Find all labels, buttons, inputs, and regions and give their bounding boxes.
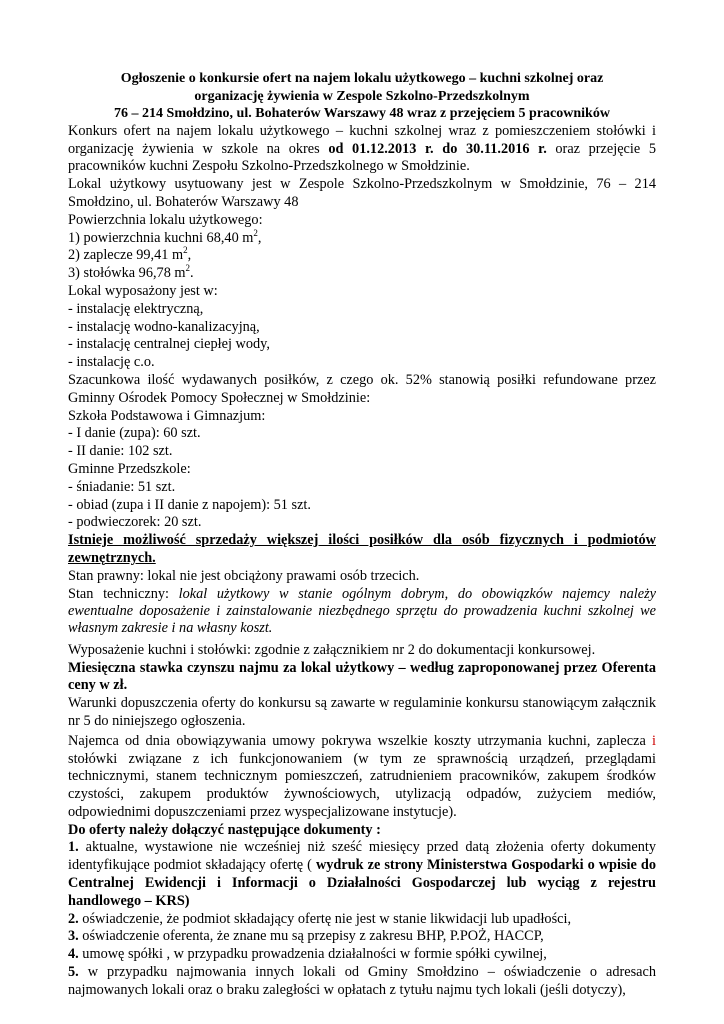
area-item: 3) stołówka 96,78 $m^2$.	[68, 263, 194, 282]
equipment-item: - instalację elektryczną,	[68, 300, 204, 317]
document-page	[68, 70, 656, 1000]
preschool-meal-item: - obiad (zupa i II danie z napojem): 51 szt.	[68, 496, 311, 513]
sales-possibility: Istnieje możliwość sprzedaży większej ilości posiłków dla osób fizycznych i podmiotów zewnętrznych.	[68, 532, 656, 566]
document-item-1: 1. aktualne, wystawione nie wcześniej niż sześć miesięcy przed datą złożenia oferty dokumenty identyfikujące podmiot składający ofertę ( wydruk ze strony Ministerstwa Gospodarki o wpisie do Centralnej Ewidencji i Informacji o Działalności Gospodarczej lub wyciąg z rejestru handlowego – KRS)	[68, 839, 656, 909]
area-heading: Powierzchnia lokalu użytkowego:	[68, 211, 263, 228]
location-paragraph: Lokal użytkowy usytuowany jest w Zespole Szkolno-Przedszkolnym w Smołdzinie, 76 – 214 Smołdzino, ul. Bohaterów Warszawy 48	[68, 176, 656, 210]
lease-dates: od 01.12.2013 r. do 30.11.2016 r.	[328, 140, 547, 157]
legal-status: Stan prawny: lokal nie jest obciążony prawami osób trzecich.	[68, 567, 420, 584]
document-item-4: 4. umowę spółki , w przypadku prowadzenia działalności w formie spółki cywilnej,	[68, 946, 547, 963]
intro-paragraph: Konkurs ofert na najem lokalu użytkowego – kuchni szkolnej wraz z pomieszczeniem stołówki i organizację żywienia w szkole na okres od 01.12.2013 r. do 30.11.2016 r. oraz przejęcie 5 pracowników kuchni Zespołu Szkolno-Przedszkolnego w Smołdzinie.	[68, 122, 657, 175]
announcement-title	[68, 70, 656, 123]
conditions-paragraph: Warunki dopuszczenia oferty do konkursu są zawarte w regulaminie konkursu stanowiącym załącznik nr 5 do niniejszego ogłoszenia.	[68, 695, 656, 729]
school-meal-item: - II danie: 102 szt.	[68, 443, 173, 460]
technical-status: Stan techniczny: lokal użytkowy w stanie ogólnym dobrym, do obowiązków najemcy należy ewentualne doposażenie i zainstalowanie niezbędnego sprzętu do prowadzenia kuchni szkolnej we własnym zakresie i na własny koszt.	[68, 585, 656, 637]
document-item-3: 3. oświadczenie oferenta, że znane mu są przepisy z zakresu BHP, P.POŻ, HACCP,	[68, 928, 544, 945]
kitchen-equipment: Wyposażenie kuchni i stołówki: zgodnie z załącznikiem nr 2 do dokumentacji konkursowej.	[68, 641, 596, 658]
equipment-item: - instalację wodno-kanalizacyjną,	[68, 318, 260, 335]
preschool-meal-item: - śniadanie: 51 szt.	[68, 478, 176, 495]
costs-paragraph: Najemca od dnia obowiązywania umowy pokrywa wszelkie koszty utrzymania kuchni, zaplecza i stołówki związane z ich funkcjonowaniem (w tym ze sprawnością urządzeń, przeglądami technicznymi, stanem technicznym pomieszczeń, zatrudnieniem pracowników, zakupem środków czystości, zakupem produktów żywnościowych, utylizacją odpadów, zużyciem mediów, odpowiednimi dopuszczeniami przez wyspecjalizowane instytucje).	[68, 732, 656, 820]
equipment-item: - instalację centralnej ciepłej wody,	[68, 336, 270, 353]
documents-heading: Do oferty należy dołączyć następujące dokumenty :	[68, 821, 381, 838]
preschool-meal-item: - podwieczorek: 20 szt.	[68, 514, 202, 531]
meals-intro: Szacunkowa ilość wydawanych posiłków, z czego ok. 52% stanowią posiłki refundowane przez Gminny Ośrodek Pomocy Społecznej w Smołdzinie:	[68, 371, 656, 406]
title-line-1: Ogłoszenie o konkursie ofert na najem lokalu użytkowego – kuchni szkolnej oraz	[120, 71, 604, 86]
preschool-heading: Gminne Przedszkole:	[68, 460, 191, 477]
equipment-heading: Lokal wyposażony jest w:	[68, 282, 218, 299]
monthly-rent: Miesięczna stawka czynszu najmu za lokal użytkowy – według zaproponowanej przez Oferenta ceny w zł.	[68, 659, 656, 694]
title-line-3: 76 – 214 Smołdzino, ul. Bohaterów Warszawy 48 wraz z przejęciem 5 pracowników	[114, 106, 610, 122]
area-item: 1) powierzchnia kuchni 68,40 $m^2$,	[68, 227, 262, 246]
school-meal-item: - I danie (zupa): 60 szt.	[68, 425, 201, 442]
document-item-5: 5. w przypadku najmowania innych lokali od Gminy Smołdzino – oświadczenie o adresach najmowanych lokali oraz o braku zaległości w opłatach z tytułu najmu tych lokali (jeśli dotyczy),	[68, 964, 656, 998]
school-heading: Szkoła Podstawowa i Gimnazjum:	[68, 407, 266, 424]
document-item-2: 2. oświadczenie, że podmiot składający ofertę nie jest w stanie likwidacji lub upadłości,	[68, 910, 572, 927]
area-item: 2) zaplecze 99,41 $m^2$,	[68, 245, 192, 264]
equipment-item: - instalację c.o.	[68, 354, 155, 371]
title-line-2: organizację żywienia w Zespole Szkolno-Przedszkolnym	[194, 88, 530, 104]
